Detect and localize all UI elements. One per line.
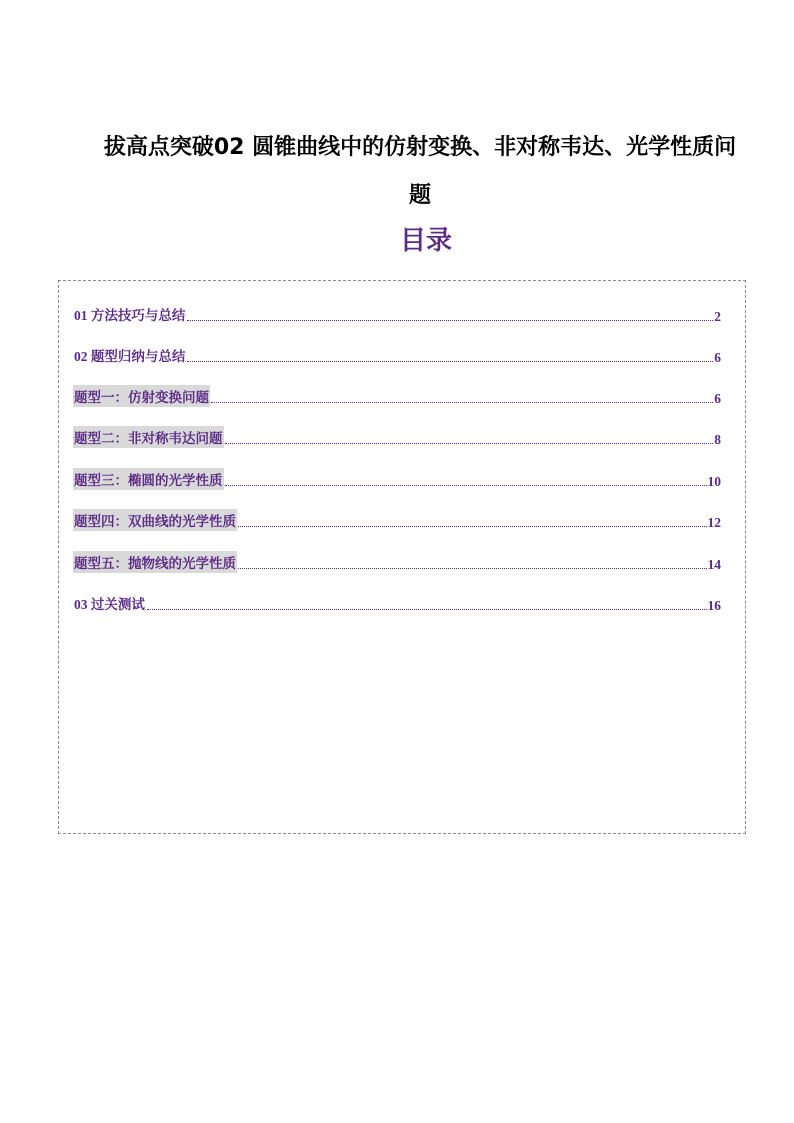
toc-entry-label: 题型一：仿射变换问题 [73, 385, 210, 407]
toc-entry-label: 题型二：非对称韦达问题 [73, 426, 224, 448]
document-title: 拔高点突破02 圆锥曲线中的仿射变换、非对称韦达、光学性质问题 [103, 135, 737, 208]
toc-entry-type-2[interactable] [73, 428, 721, 448]
toc-entry-question-types[interactable] [73, 346, 721, 366]
toc-entry-type-3[interactable] [73, 470, 721, 490]
toc-entry-type-5[interactable] [73, 553, 721, 573]
toc-page-number: 8 [714, 432, 721, 447]
toc-entry-label: 题型四：双曲线的光学性质 [73, 509, 237, 531]
toc-entry-method-summary[interactable] [73, 305, 721, 325]
toc-leader-dots [187, 320, 713, 321]
toc-page-number: 6 [714, 391, 721, 406]
toc-leader-dots [238, 568, 707, 569]
toc-entry-label: 03 过关测试 [74, 597, 145, 612]
toc-leader-dots [225, 485, 707, 486]
toc-entry-label: 01 方法技巧与总结 [74, 308, 186, 323]
toc-leader-dots [187, 361, 713, 362]
toc-leader-dots [238, 526, 707, 527]
toc-entry-type-4[interactable] [73, 511, 721, 531]
toc-page-number: 14 [707, 557, 721, 572]
toc-entry-label: 题型三：椭圆的光学性质 [73, 468, 224, 490]
toc-leader-dots [211, 402, 713, 403]
toc-page-number: 6 [714, 350, 721, 365]
toc-page-number: 2 [714, 309, 721, 324]
toc-entry-label: 题型五：抛物线的光学性质 [73, 551, 237, 573]
toc-page-number: 12 [707, 515, 721, 530]
toc-leader-dots [147, 609, 707, 610]
toc-page-number: 10 [707, 474, 721, 489]
toc-page-number: 16 [707, 598, 721, 613]
toc-entry-label: 02 题型归纳与总结 [74, 349, 186, 364]
toc-entry-type-1[interactable] [73, 387, 721, 407]
toc-leader-dots [225, 443, 714, 444]
table-of-contents [58, 280, 746, 834]
toc-heading: 目录 [399, 226, 452, 256]
toc-entry-final-test[interactable] [73, 594, 721, 614]
